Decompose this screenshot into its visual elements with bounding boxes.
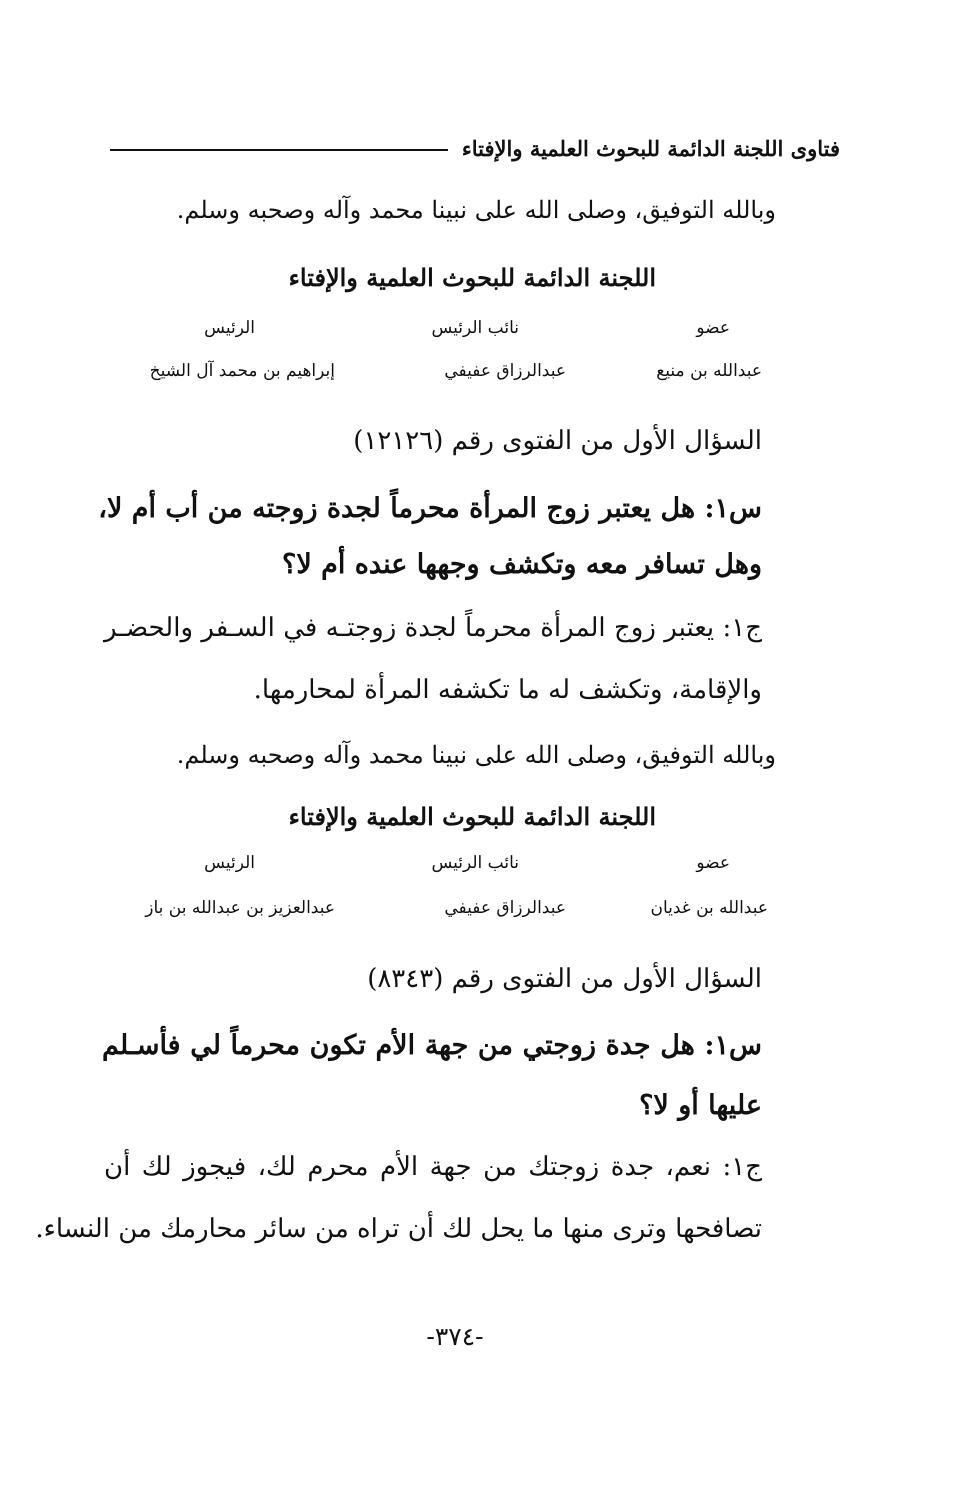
answer-line-4: تصافحها وترى منها ما يحل لك أن تراه من سائر محارمك من النساء. (35, 1214, 762, 1244)
closing-line-1: وبالله التوفيق، وصلى الله على نبينا محمد وآله وصحبه وسلم. (176, 196, 776, 224)
running-header (110, 128, 840, 168)
role-president-2: الرئيس (204, 853, 255, 873)
answer-line-3: ج١: نعم، جدة زوجتك من جهة الأم محرم لك، فيجوز لك أن (104, 1152, 762, 1182)
role-vice-president-1: نائب الرئيس (431, 318, 519, 338)
question-line-3: س١: هل جدة زوجتي من جهة الأم تكون محرماً لي فأسـلم (102, 1030, 762, 1061)
signatory-vice-president-1: عبدالرزاق عفيفي (444, 361, 566, 381)
running-header-title: فتاوى اللجنة الدائمة للبحوث العلمية والإفتاء (461, 135, 840, 161)
question-line-2: وهل تسافر معه وتكشف وجهها عنده أم لا؟ (282, 549, 762, 580)
header-rule (110, 149, 448, 151)
signatory-member-2: عبدالله بن غديان (650, 898, 768, 918)
fatwa-heading-2: السؤال الأول من الفتوى رقم (٨٣٤٣) (367, 964, 762, 994)
answer-line-2: والإقامة، وتكشف له ما تكشفه المرأة لمحارمها. (253, 675, 762, 705)
question-line-4: عليها أو لا؟ (639, 1090, 762, 1121)
signatory-president-1: إبراهيم بن محمد آل الشيخ (149, 361, 335, 381)
fatwa-heading-1: السؤال الأول من الفتوى رقم (١٢١٢٦) (353, 426, 762, 456)
role-president-1: الرئيس (204, 318, 255, 338)
role-vice-president-2: نائب الرئيس (431, 853, 519, 873)
closing-line-2: وبالله التوفيق، وصلى الله على نبينا محمد وآله وصحبه وسلم. (176, 741, 776, 769)
question-line-1: س١: هل يعتبر زوج المرأة محرماً لجدة زوجته من أب أم لا، (98, 493, 762, 524)
role-member-2: عضو (696, 853, 730, 873)
signatory-member-1: عبدالله بن منيع (656, 361, 762, 381)
committee-name-1: اللجنة الدائمة للبحوث العلمية والإفتاء (288, 263, 656, 292)
committee-name-2: اللجنة الدائمة للبحوث العلمية والإفتاء (288, 802, 656, 831)
answer-line-1: ج١: يعتبر زوج المرأة محرماً لجدة زوجتـه في السـفر والحضـر (104, 613, 762, 643)
signatory-president-2: عبدالعزيز بن عبدالله بن باز (145, 898, 335, 918)
role-member-1: عضو (696, 318, 730, 338)
signatory-vice-president-2: عبدالرزاق عفيفي (444, 898, 566, 918)
page-number: -٣٧٤- (426, 1322, 484, 1351)
